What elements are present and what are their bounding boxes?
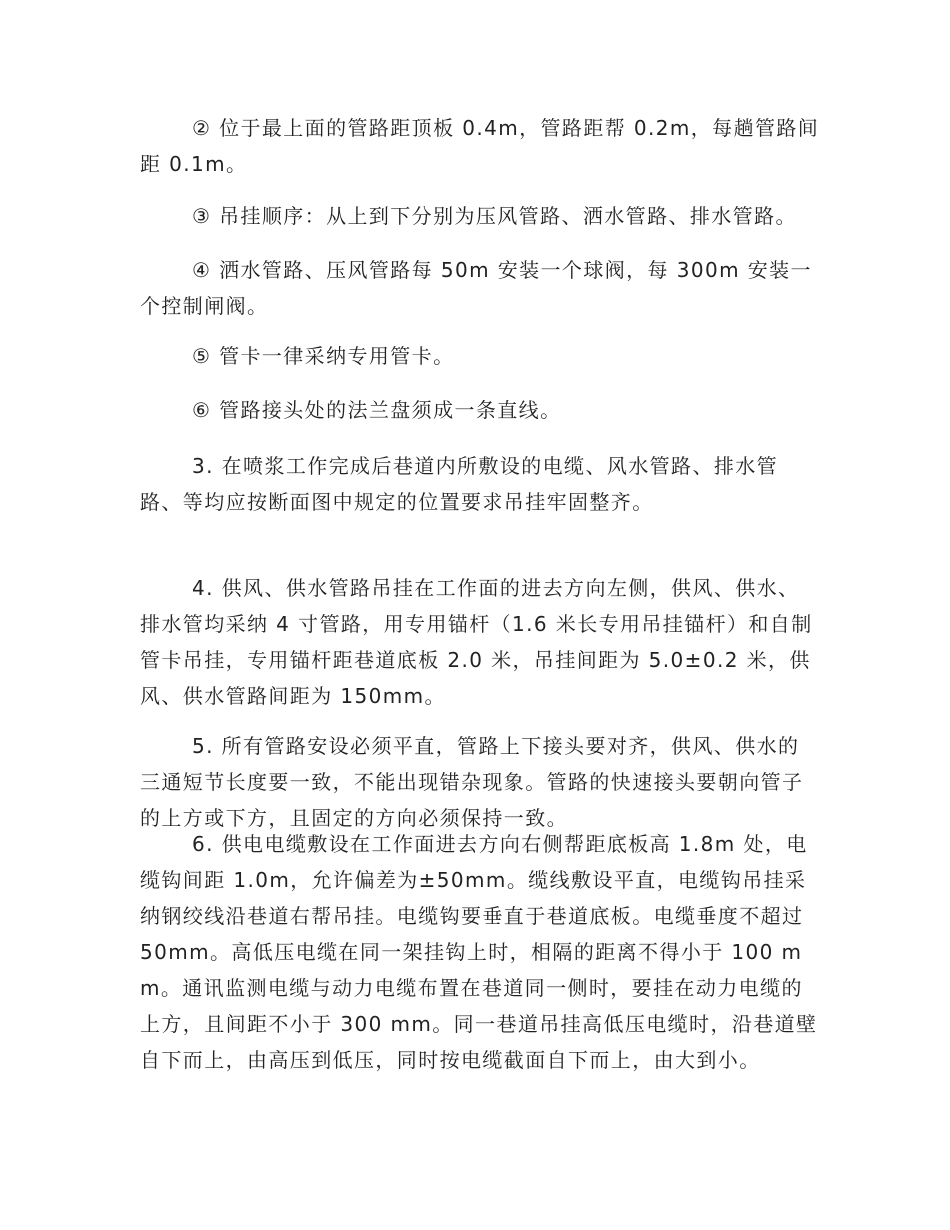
paragraph-item-6: ⑥ 管路接头处的法兰盘须成一条直线。	[192, 398, 562, 422]
paragraph-item-5: ⑤ 管卡一律采纳专用管卡。	[192, 344, 455, 368]
paragraph-section-6: 6. 供电电缆敷设在工作面进去方向右侧帮距底板高 1.8m 处，电缆钩间距 1.0m，允许偏差为±50mm。缆线敷设平直，电缆钩吊挂采纳钢绞线沿巷道右帮吊挂。电缆钩要垂直于巷道底板。电缆垂度不超过 50mm。高低压电缆在同一架挂钩上时，相隔的距离不得小于 100 mm。通讯监测电缆与动力电缆布置在巷道同一侧时，要挂在动力电缆的上方，且间距不小于 300 mm。同一巷道吊挂高低压电缆时，沿巷道壁自下而上，由高压到低压，同时按电缆截面自下而上，由大到小。	[140, 832, 818, 1072]
paragraph-item-4: ④ 洒水管路、压风管路每 50m 安装一个球阀，每 300m 安装一个控制闸阀。	[140, 258, 812, 318]
paragraph-section-4: 4. 供风、供水管路吊挂在工作面的进去方向左侧，供风、供水、排水管均采纳 4 寸管路，用专用锚杆（1.6 米长专用吊挂锚杆）和自制管卡吊挂，专用锚杆距巷道底板 2.0 米，吊挂间距为 5.0±0.2 米，供风、供水管路间距为 150mm。	[140, 576, 813, 708]
paragraph-item-3: ③ 吊挂顺序：从上到下分别为压风管路、洒水管路、排水管路。	[192, 204, 797, 228]
paragraph-item-2: ② 位于最上面的管路距顶板 0.4m，管路距帮 0.2m，每趟管路间距 0.1m。	[140, 116, 820, 176]
paragraph-section-5: 5. 所有管路安设必须平直，管路上下接头要对齐，供风、供水的三通短节长度要一致，不能出现错杂现象。管路的快速接头要朝向管子的上方或下方，且固定的方向必须保持一致。	[140, 734, 804, 830]
paragraph-section-3: 3. 在喷浆工作完成后巷道内所敷设的电缆、风水管路、排水管路、等均应按断面图中规定的位置要求吊挂牢固整齐。	[140, 454, 779, 514]
